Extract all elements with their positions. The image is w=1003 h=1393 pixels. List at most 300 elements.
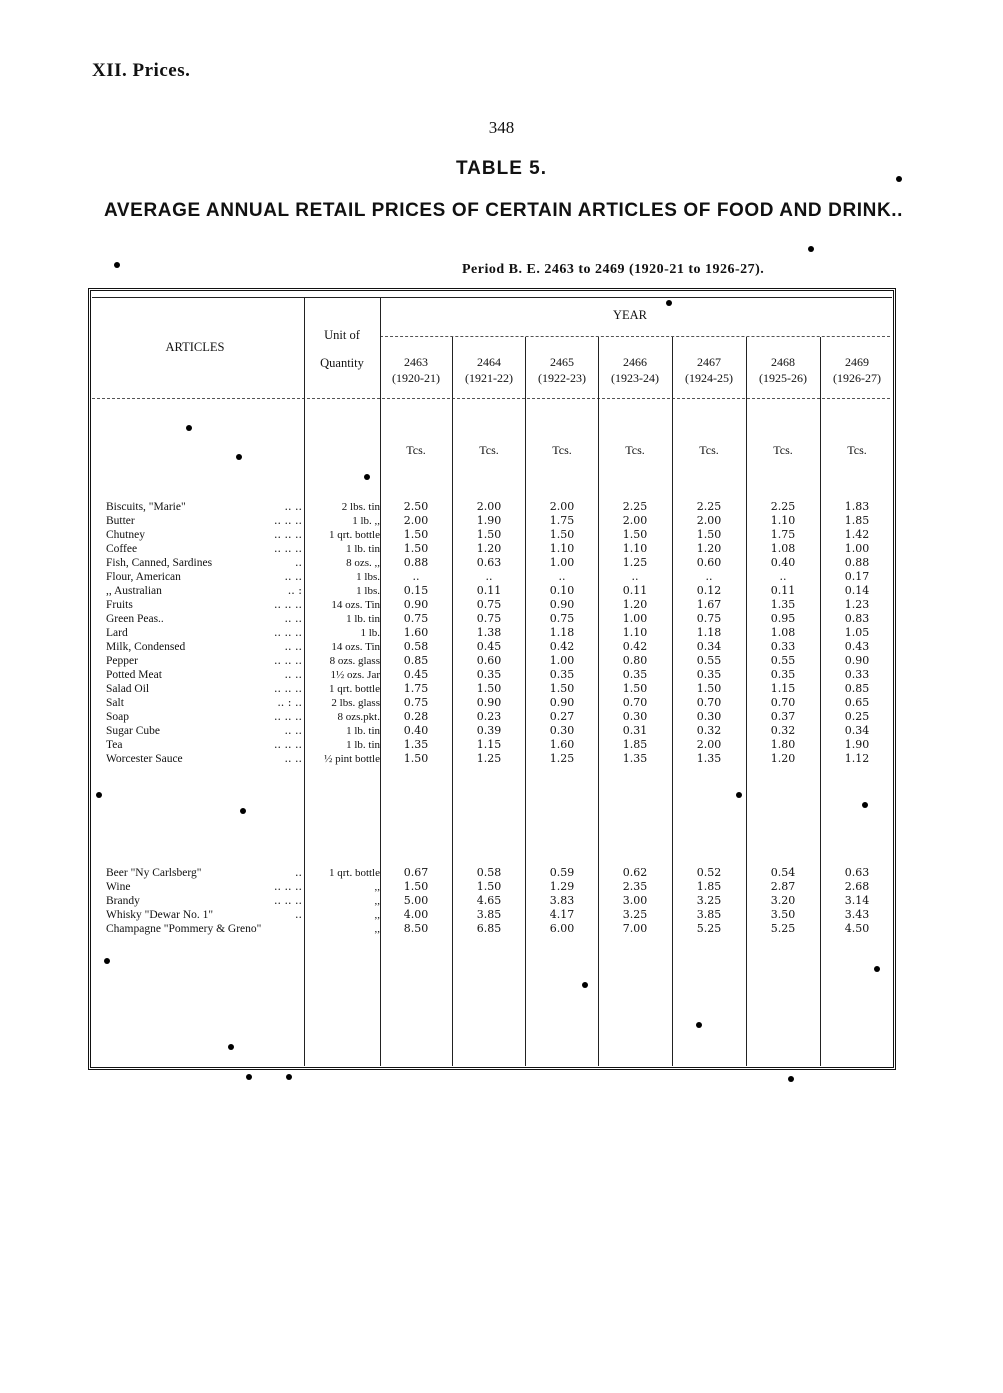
article-name: Green Peas..: [106, 613, 164, 625]
article-name: Biscuits, "Marie": [106, 501, 186, 513]
unit-of-quantity: 1 qrt. bottle: [328, 867, 380, 879]
price-cell: 0.75: [476, 598, 502, 611]
price-cell: 1.42: [844, 528, 870, 541]
scan-speck: [364, 474, 370, 480]
price-cell: 1.10: [622, 542, 648, 555]
scan-speck: [186, 425, 192, 431]
scan-speck: [666, 300, 672, 306]
price-cell: 3.20: [770, 894, 796, 907]
year-rule: [380, 336, 890, 337]
price-cell: 0.31: [622, 724, 648, 737]
price-cell: 0.60: [476, 654, 502, 667]
currency-label: Tcs.: [773, 443, 793, 457]
price-cell: 1.25: [476, 752, 502, 765]
article-name: Pepper: [106, 655, 138, 667]
year-ad-label: (1920-21): [392, 371, 440, 385]
price-cell: 8.50: [403, 922, 429, 935]
scan-speck: [96, 792, 102, 798]
price-cell: 0.30: [622, 710, 648, 723]
price-cell: 0.40: [770, 556, 796, 569]
header-articles: ARTICLES: [165, 340, 225, 354]
table-row: [0, 752, 1003, 766]
table-row: [0, 556, 1003, 570]
price-cell: 0.11: [622, 584, 648, 597]
price-cell: 1.00: [844, 542, 870, 555]
unit-of-quantity: 1 lb. tin: [346, 739, 380, 751]
price-cell: 0.75: [403, 612, 429, 625]
header-unit-line1: Unit of: [324, 328, 360, 342]
leader-dots: .. .. ..: [274, 654, 302, 667]
price-cell: 5.25: [770, 922, 796, 935]
price-cell: 1.80: [770, 738, 796, 751]
price-cell: 0.27: [549, 710, 575, 723]
price-cell: 0.85: [403, 654, 429, 667]
unit-of-quantity: 2 lbs. tin: [341, 501, 380, 513]
price-cell: ..: [558, 570, 566, 583]
table-row: [0, 682, 1003, 696]
table-row: [0, 738, 1003, 752]
price-cell: 0.30: [549, 724, 575, 737]
price-cell: 0.37: [770, 710, 796, 723]
price-cell: 0.34: [844, 724, 870, 737]
price-cell: 1.50: [476, 880, 502, 893]
price-cell: 0.15: [403, 584, 429, 597]
price-cell: 0.17: [844, 570, 870, 583]
scan-speck: [104, 958, 110, 964]
scan-speck: [696, 1022, 702, 1028]
table-row: [0, 598, 1003, 612]
leader-dots: ..: [295, 866, 302, 879]
leader-dots: .. .. ..: [274, 710, 302, 723]
scan-speck: [228, 1044, 234, 1050]
price-cell: 1.75: [770, 528, 796, 541]
price-cell: 0.32: [696, 724, 722, 737]
header-unit-line2: Quantity: [320, 356, 364, 370]
price-cell: 1.60: [549, 738, 575, 751]
price-cell: 0.45: [476, 640, 502, 653]
scan-speck: [896, 176, 902, 182]
article-name: Tea: [106, 739, 123, 751]
price-cell: ..: [705, 570, 713, 583]
table-row: [0, 542, 1003, 556]
unit-of-quantity: 2 lbs. glass: [331, 697, 380, 709]
price-cell: 0.34: [696, 640, 722, 653]
price-cell: 0.90: [549, 598, 575, 611]
price-cell: 3.25: [622, 908, 648, 921]
price-cell: 0.42: [549, 640, 575, 653]
year-be-label: 2463: [404, 355, 428, 369]
price-cell: 0.11: [476, 584, 502, 597]
price-cell: 1.38: [476, 626, 502, 639]
price-cell: 1.00: [549, 556, 575, 569]
price-cell: 0.75: [403, 696, 429, 709]
article-name: Champagne "Pommery & Greno": [106, 923, 262, 935]
price-cell: 1.50: [622, 682, 648, 695]
price-cell: 0.28: [403, 710, 429, 723]
price-cell: 1.10: [549, 542, 575, 555]
price-cell: 2.00: [622, 514, 648, 527]
leader-dots: .. .. ..: [274, 682, 302, 695]
leader-dots: .. .. ..: [274, 880, 302, 893]
price-cell: 1.10: [770, 514, 796, 527]
price-cell: 3.85: [476, 908, 502, 921]
price-cell: 1.20: [770, 752, 796, 765]
price-cell: 0.33: [844, 668, 870, 681]
year-be-label: 2464: [477, 355, 501, 369]
leader-dots: .. .. ..: [274, 528, 302, 541]
price-cell: 0.90: [403, 598, 429, 611]
table-row: [0, 640, 1003, 654]
price-cell: 1.00: [622, 612, 648, 625]
table-row: [0, 894, 1003, 908]
price-cell: 1.85: [696, 880, 722, 893]
scan-speck: [788, 1076, 794, 1082]
table-row: [0, 612, 1003, 626]
price-cell: 0.90: [549, 696, 575, 709]
page-number: 348: [488, 118, 515, 137]
price-cell: 0.63: [476, 556, 502, 569]
price-cell: 1.20: [476, 542, 502, 555]
unit-of-quantity: 1 lb. ,,: [352, 515, 380, 527]
price-cell: 7.00: [622, 922, 648, 935]
price-cell: 1.20: [696, 542, 722, 555]
price-cell: 4.65: [476, 894, 502, 907]
year-ad-label: (1922-23): [538, 371, 586, 385]
table-row: [0, 696, 1003, 710]
leader-dots: .. .. ..: [274, 626, 302, 639]
price-cell: 1.15: [770, 682, 796, 695]
year-be-label: 2467: [697, 355, 721, 369]
year-be-label: 2466: [623, 355, 647, 369]
price-cell: 0.14: [844, 584, 870, 597]
currency-label: Tcs.: [625, 443, 645, 457]
price-cell: 3.00: [622, 894, 648, 907]
price-cell: 1.50: [476, 682, 502, 695]
price-cell: 0.90: [476, 696, 502, 709]
price-cell: 1.50: [403, 542, 429, 555]
leader-dots: .. .. ..: [274, 894, 302, 907]
unit-of-quantity: 1 lbs.: [356, 585, 380, 597]
year-be-label: 2468: [771, 355, 795, 369]
unit-of-quantity: ,,: [374, 881, 380, 893]
price-cell: 0.58: [403, 640, 429, 653]
article-name: Wine: [106, 881, 131, 893]
price-cell: ..: [485, 570, 493, 583]
price-cell: 1.18: [549, 626, 575, 639]
table-row: [0, 626, 1003, 640]
unit-of-quantity: 14 ozs. Tin: [331, 641, 380, 653]
leader-dots: .. ..: [284, 724, 302, 737]
price-cell: 2.25: [696, 500, 722, 513]
price-cell: 4.50: [844, 922, 870, 935]
article-name: Flour, American: [106, 571, 181, 583]
price-cell: 2.50: [403, 500, 429, 513]
price-cell: 1.05: [844, 626, 870, 639]
price-cell: 0.88: [403, 556, 429, 569]
price-cell: 0.40: [403, 724, 429, 737]
section-header: XII. Prices.: [92, 60, 191, 81]
price-cell: 0.70: [770, 696, 796, 709]
price-cell: 1.50: [696, 528, 722, 541]
leader-dots: .. .. ..: [274, 542, 302, 555]
price-cell: 1.08: [770, 626, 796, 639]
price-cell: 4.17: [549, 908, 575, 921]
price-cell: 5.25: [696, 922, 722, 935]
unit-of-quantity: ,,: [374, 923, 380, 935]
leader-dots: .. ..: [284, 640, 302, 653]
article-name: Potted Meat: [106, 669, 162, 681]
price-cell: 0.30: [696, 710, 722, 723]
price-cell: 0.62: [622, 866, 648, 879]
price-cell: 1.35: [696, 752, 722, 765]
article-name: Salad Oil: [106, 683, 150, 695]
unit-of-quantity: 8 ozs. glass: [329, 655, 380, 667]
unit-of-quantity: ,,: [374, 909, 380, 921]
article-name: Coffee: [106, 543, 138, 555]
article-name: Soap: [106, 711, 129, 723]
price-cell: 1.85: [844, 514, 870, 527]
price-cell: ..: [412, 570, 420, 583]
scan-speck: [236, 454, 242, 460]
price-cell: 1.29: [549, 880, 575, 893]
price-cell: 0.54: [770, 866, 796, 879]
year-be-label: 2469: [845, 355, 869, 369]
year-be-label: 2465: [550, 355, 574, 369]
leader-dots: .. ..: [284, 570, 302, 583]
unit-of-quantity: 8 ozs.pkt.: [337, 711, 380, 723]
price-cell: 1.67: [696, 598, 722, 611]
price-cell: 1.50: [622, 528, 648, 541]
unit-of-quantity: 1 lb. tin: [346, 725, 380, 737]
price-cell: 0.43: [844, 640, 870, 653]
unit-of-quantity: 14 ozs. Tin: [331, 599, 380, 611]
leader-dots: .. .. ..: [274, 514, 302, 527]
scan-speck: [862, 802, 868, 808]
price-cell: ..: [631, 570, 639, 583]
scan-speck: [286, 1074, 292, 1080]
price-cell: 0.35: [549, 668, 575, 681]
table-row: [0, 866, 1003, 880]
unit-of-quantity: 8 ozs. ,,: [346, 557, 380, 569]
article-name: Worcester Sauce: [106, 753, 183, 765]
unit-of-quantity: 1 lb. tin: [346, 543, 380, 555]
price-cell: 1.50: [549, 682, 575, 695]
price-cell: 1.50: [476, 528, 502, 541]
table-row: [0, 514, 1003, 528]
price-cell: 3.50: [770, 908, 796, 921]
article-name: Whisky "Dewar No. 1": [106, 909, 214, 921]
leader-dots: .. :: [287, 584, 302, 597]
price-cell: 1.00: [549, 654, 575, 667]
price-cell: 1.85: [622, 738, 648, 751]
price-cell: 1.08: [770, 542, 796, 555]
price-cell: 2.25: [770, 500, 796, 513]
price-cell: 0.75: [476, 612, 502, 625]
price-cell: 0.39: [476, 724, 502, 737]
leader-dots: .. .. ..: [274, 738, 302, 751]
scan-speck: [246, 1074, 252, 1080]
currency-label: Tcs.: [406, 443, 426, 457]
scan-speck: [808, 246, 814, 252]
price-cell: 6.85: [476, 922, 502, 935]
article-name: Sugar Cube: [106, 725, 160, 737]
article-name: Brandy: [106, 895, 140, 907]
price-cell: 3.25: [696, 894, 722, 907]
price-cell: 0.90: [844, 654, 870, 667]
price-cell: ..: [779, 570, 787, 583]
header-rule: [92, 297, 892, 298]
price-cell: 1.10: [622, 626, 648, 639]
price-cell: 0.52: [696, 866, 722, 879]
price-cell: 2.35: [622, 880, 648, 893]
price-cell: 0.63: [844, 866, 870, 879]
price-cell: 1.75: [549, 514, 575, 527]
price-cell: 0.58: [476, 866, 502, 879]
unit-of-quantity: 1 lbs.: [356, 571, 380, 583]
price-cell: 0.35: [476, 668, 502, 681]
price-cell: 1.50: [403, 880, 429, 893]
price-cell: 0.23: [476, 710, 502, 723]
price-cell: 1.75: [403, 682, 429, 695]
table-row: [0, 668, 1003, 682]
period-note: Period B. E. 2463 to 2469 (1920-21 to 1926-27).: [462, 262, 765, 277]
unit-of-quantity: 1 lb.: [360, 627, 380, 639]
price-cell: 0.33: [770, 640, 796, 653]
price-cell: 0.25: [844, 710, 870, 723]
article-name: Fish, Canned, Sardines: [106, 557, 213, 569]
price-cell: 2.00: [696, 738, 722, 751]
price-cell: 1.35: [403, 738, 429, 751]
price-cell: 0.10: [549, 584, 575, 597]
price-cell: 1.90: [476, 514, 502, 527]
price-cell: 0.59: [549, 866, 575, 879]
price-cell: 0.32: [770, 724, 796, 737]
leader-dots: .. ..: [284, 500, 302, 513]
price-cell: 1.20: [622, 598, 648, 611]
price-cell: 1.18: [696, 626, 722, 639]
article-name: Lard: [106, 627, 128, 639]
price-cell: 0.12: [696, 584, 722, 597]
table-row: [0, 570, 1003, 584]
currency-label: Tcs.: [552, 443, 572, 457]
article-name: Fruits: [106, 599, 133, 611]
price-cell: 0.85: [844, 682, 870, 695]
price-cell: 0.35: [770, 668, 796, 681]
price-cell: 2.00: [549, 500, 575, 513]
price-cell: 1.50: [403, 528, 429, 541]
price-cell: 2.87: [770, 880, 796, 893]
table-row: [0, 500, 1003, 514]
table-row: [0, 908, 1003, 922]
price-cell: 4.00: [403, 908, 429, 921]
price-cell: 3.83: [549, 894, 575, 907]
price-cell: 1.25: [549, 752, 575, 765]
unit-of-quantity: 1 qrt. bottle: [328, 683, 380, 695]
price-cell: 3.43: [844, 908, 870, 921]
leader-dots: .. ..: [284, 668, 302, 681]
article-name: Salt: [106, 697, 124, 709]
price-cell: 1.50: [549, 528, 575, 541]
price-cell: 2.25: [622, 500, 648, 513]
year-ad-label: (1923-24): [611, 371, 659, 385]
price-cell: 0.83: [844, 612, 870, 625]
table-title: TABLE 5.: [455, 158, 548, 179]
price-cell: 6.00: [549, 922, 575, 935]
article-name: Butter: [106, 515, 135, 527]
scan-speck: [736, 792, 742, 798]
price-cell: 1.35: [770, 598, 796, 611]
price-cell: 0.55: [696, 654, 722, 667]
price-cell: 0.11: [770, 584, 796, 597]
unit-of-quantity: 1½ ozs. Jar: [330, 669, 380, 681]
table-row: [0, 710, 1003, 724]
currency-label: Tcs.: [479, 443, 499, 457]
price-cell: 0.80: [622, 654, 648, 667]
table-row: [0, 922, 1003, 936]
leader-dots: ..: [295, 908, 302, 921]
price-cell: 0.42: [622, 640, 648, 653]
price-cell: 0.55: [770, 654, 796, 667]
price-cell: 1.35: [622, 752, 648, 765]
unit-of-quantity: ½ pint bottle: [324, 753, 380, 765]
table-row: [0, 724, 1003, 738]
price-cell: 1.25: [622, 556, 648, 569]
table-row: [0, 528, 1003, 542]
table-heading: AVERAGE ANNUAL RETAIL PRICES OF CERTAIN ARTICLES OF FOOD AND DRINK..: [104, 200, 904, 221]
article-name: Beer "Ny Carlsberg": [106, 867, 202, 879]
article-name: Chutney: [106, 529, 145, 541]
leader-dots: .. : ..: [277, 696, 302, 709]
price-cell: 2.00: [476, 500, 502, 513]
scan-speck: [240, 808, 246, 814]
price-cell: 0.70: [622, 696, 648, 709]
year-ad-label: (1921-22): [465, 371, 513, 385]
scan-speck: [582, 982, 588, 988]
year-ad-label: (1924-25): [685, 371, 733, 385]
scan-speck: [114, 262, 120, 268]
header-bottom-rule: [92, 398, 890, 399]
leader-dots: .. .. ..: [274, 598, 302, 611]
price-cell: 1.12: [844, 752, 870, 765]
price-cell: 0.88: [844, 556, 870, 569]
price-cell: 1.50: [696, 682, 722, 695]
leader-dots: .. ..: [284, 752, 302, 765]
unit-of-quantity: 1 qrt. bottle: [328, 529, 380, 541]
price-cell: 0.60: [696, 556, 722, 569]
price-cell: 3.14: [844, 894, 870, 907]
unit-of-quantity: ,,: [374, 895, 380, 907]
price-cell: 1.50: [403, 752, 429, 765]
price-cell: 1.15: [476, 738, 502, 751]
price-cell: 2.00: [403, 514, 429, 527]
price-cell: 0.35: [696, 668, 722, 681]
scan-speck: [874, 966, 880, 972]
price-cell: 0.67: [403, 866, 429, 879]
price-cell: 0.35: [622, 668, 648, 681]
price-cell: 0.65: [844, 696, 870, 709]
leader-dots: ..: [295, 556, 302, 569]
year-ad-label: (1925-26): [759, 371, 807, 385]
price-cell: 2.68: [844, 880, 870, 893]
price-cell: 0.70: [696, 696, 722, 709]
price-cell: 0.45: [403, 668, 429, 681]
currency-label: Tcs.: [847, 443, 867, 457]
header-year: YEAR: [612, 308, 648, 322]
price-cell: 5.00: [403, 894, 429, 907]
price-cell: 1.23: [844, 598, 870, 611]
table-row: [0, 880, 1003, 894]
price-cell: 0.95: [770, 612, 796, 625]
